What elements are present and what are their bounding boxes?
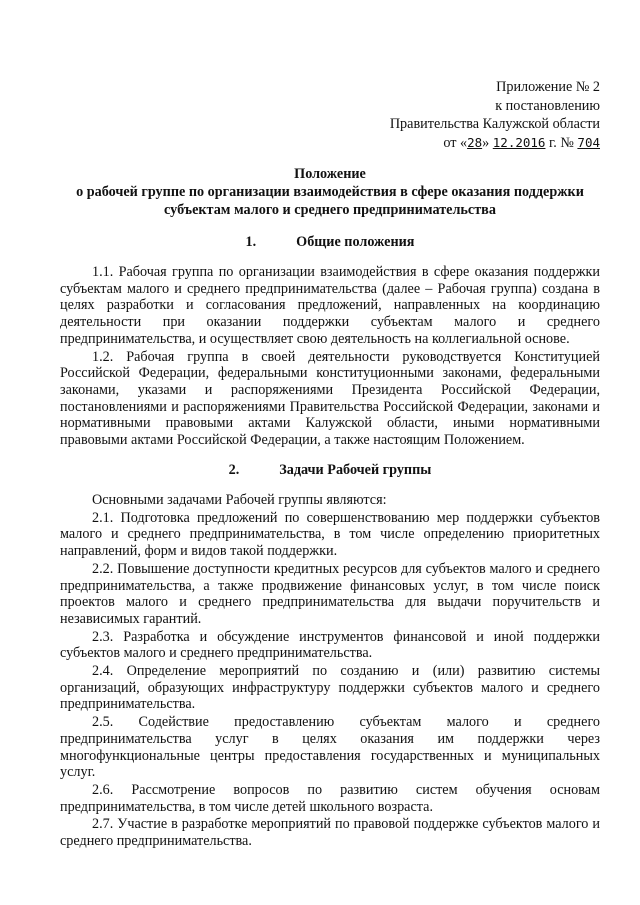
title-line-1: Положение — [294, 166, 366, 182]
section-2-number: 2. — [228, 462, 240, 478]
title-line-2: о рабочей группе по организации взаимодействия в сфере оказания поддержки — [76, 184, 584, 200]
title-line-3: субъектам малого и среднего предпринимательства — [164, 202, 496, 218]
date-day: 28 — [467, 134, 483, 150]
resolution-number: 704 — [577, 134, 600, 150]
date-prefix: от « — [443, 134, 468, 151]
paragraph-2-3: 2.3. Разработка и обсуждение инструментов финансовой и иной поддержки субъектов малого и среднего предпринимательства. — [60, 628, 600, 662]
government-label: Правительства Калужской области — [389, 116, 600, 132]
section-1-title: Общие положения — [296, 234, 415, 250]
paragraph-2-1: 2.1. Подготовка предложений по совершенствованию мер поддержки субъектов малого и среднего предпринимательства, в том числе определению приоритетных направлений, форм и видов такой поддержки. — [60, 509, 600, 560]
appendix-label: Приложение № 2 — [496, 79, 600, 95]
section-2-body — [60, 492, 600, 851]
section-1-body — [60, 264, 600, 450]
document-title — [60, 165, 600, 219]
section-2-heading — [60, 461, 600, 479]
resolution-label: к постановлению — [495, 97, 600, 114]
section-2-title: Задачи Рабочей группы — [279, 462, 432, 478]
paragraph-1-1: 1.1. Рабочая группа по организации взаимодействия в сфере оказания поддержки субъектам малого и среднего предпринимательства (далее – Рабочая группа) создана в целях разработки и согласования предложений, направленных на координацию деятельности при оказании поддержки субъектам малого и среднего предпринимательства, и осуществляет свою деятельность на коллегиальной основе. — [60, 264, 600, 347]
paragraph-2-4: 2.4. Определение мероприятий по созданию и (или) развитию системы организаций, образующих инфраструктуру поддержки субъектов малого и среднего предпринимательства. — [60, 663, 600, 713]
paragraph-2-intro: Основными задачами Рабочей группы являются: — [92, 492, 387, 508]
section-1-heading — [60, 233, 600, 251]
paragraph-2-5: 2.5. Содействие предоставлению субъектам малого и среднего предпринимательства услуг в целях оказания им поддержки через многофункциональные центры предоставления государственных и муниципальных услуг. — [60, 714, 600, 781]
date-mid: » — [482, 134, 493, 151]
paragraph-2-6: 2.6. Рассмотрение вопросов по развитию систем обучения основам предпринимательства, в том числе детей школьного возраста. — [60, 781, 600, 815]
resolution-date-line — [350, 134, 600, 153]
paragraph-1-2: 1.2. Рабочая группа в своей деятельности руководствуется Конституцией Российской Федерации, федеральными конституционными законами, федеральными законами, указами и распоряжениями Президента Российской Федерации, постановлениями и распоряжениями Правительства Российской Федерации, законами и нормативными правовыми актами Калужской области, иными нормативными правовыми актами Российской Федерации, а также настоящим Положением. — [60, 348, 600, 449]
appendix-header — [350, 78, 600, 152]
paragraph-2-2: 2.2. Повышение доступности кредитных ресурсов для субъектов малого и среднего предпринимательства, а также продвижение финансовых услуг, в том числе поиск проектов малого и среднего предпринимательства для выдачи поручительств и независимых гарантий. — [60, 560, 600, 627]
paragraph-2-7: 2.7. Участие в разработке мероприятий по правовой поддержке субъектов малого и среднего предпринимательства. — [60, 816, 600, 850]
section-1-number: 1. — [245, 234, 257, 250]
year-suffix: г. № — [545, 134, 578, 151]
date-month-year: 12.2016 — [492, 134, 546, 150]
